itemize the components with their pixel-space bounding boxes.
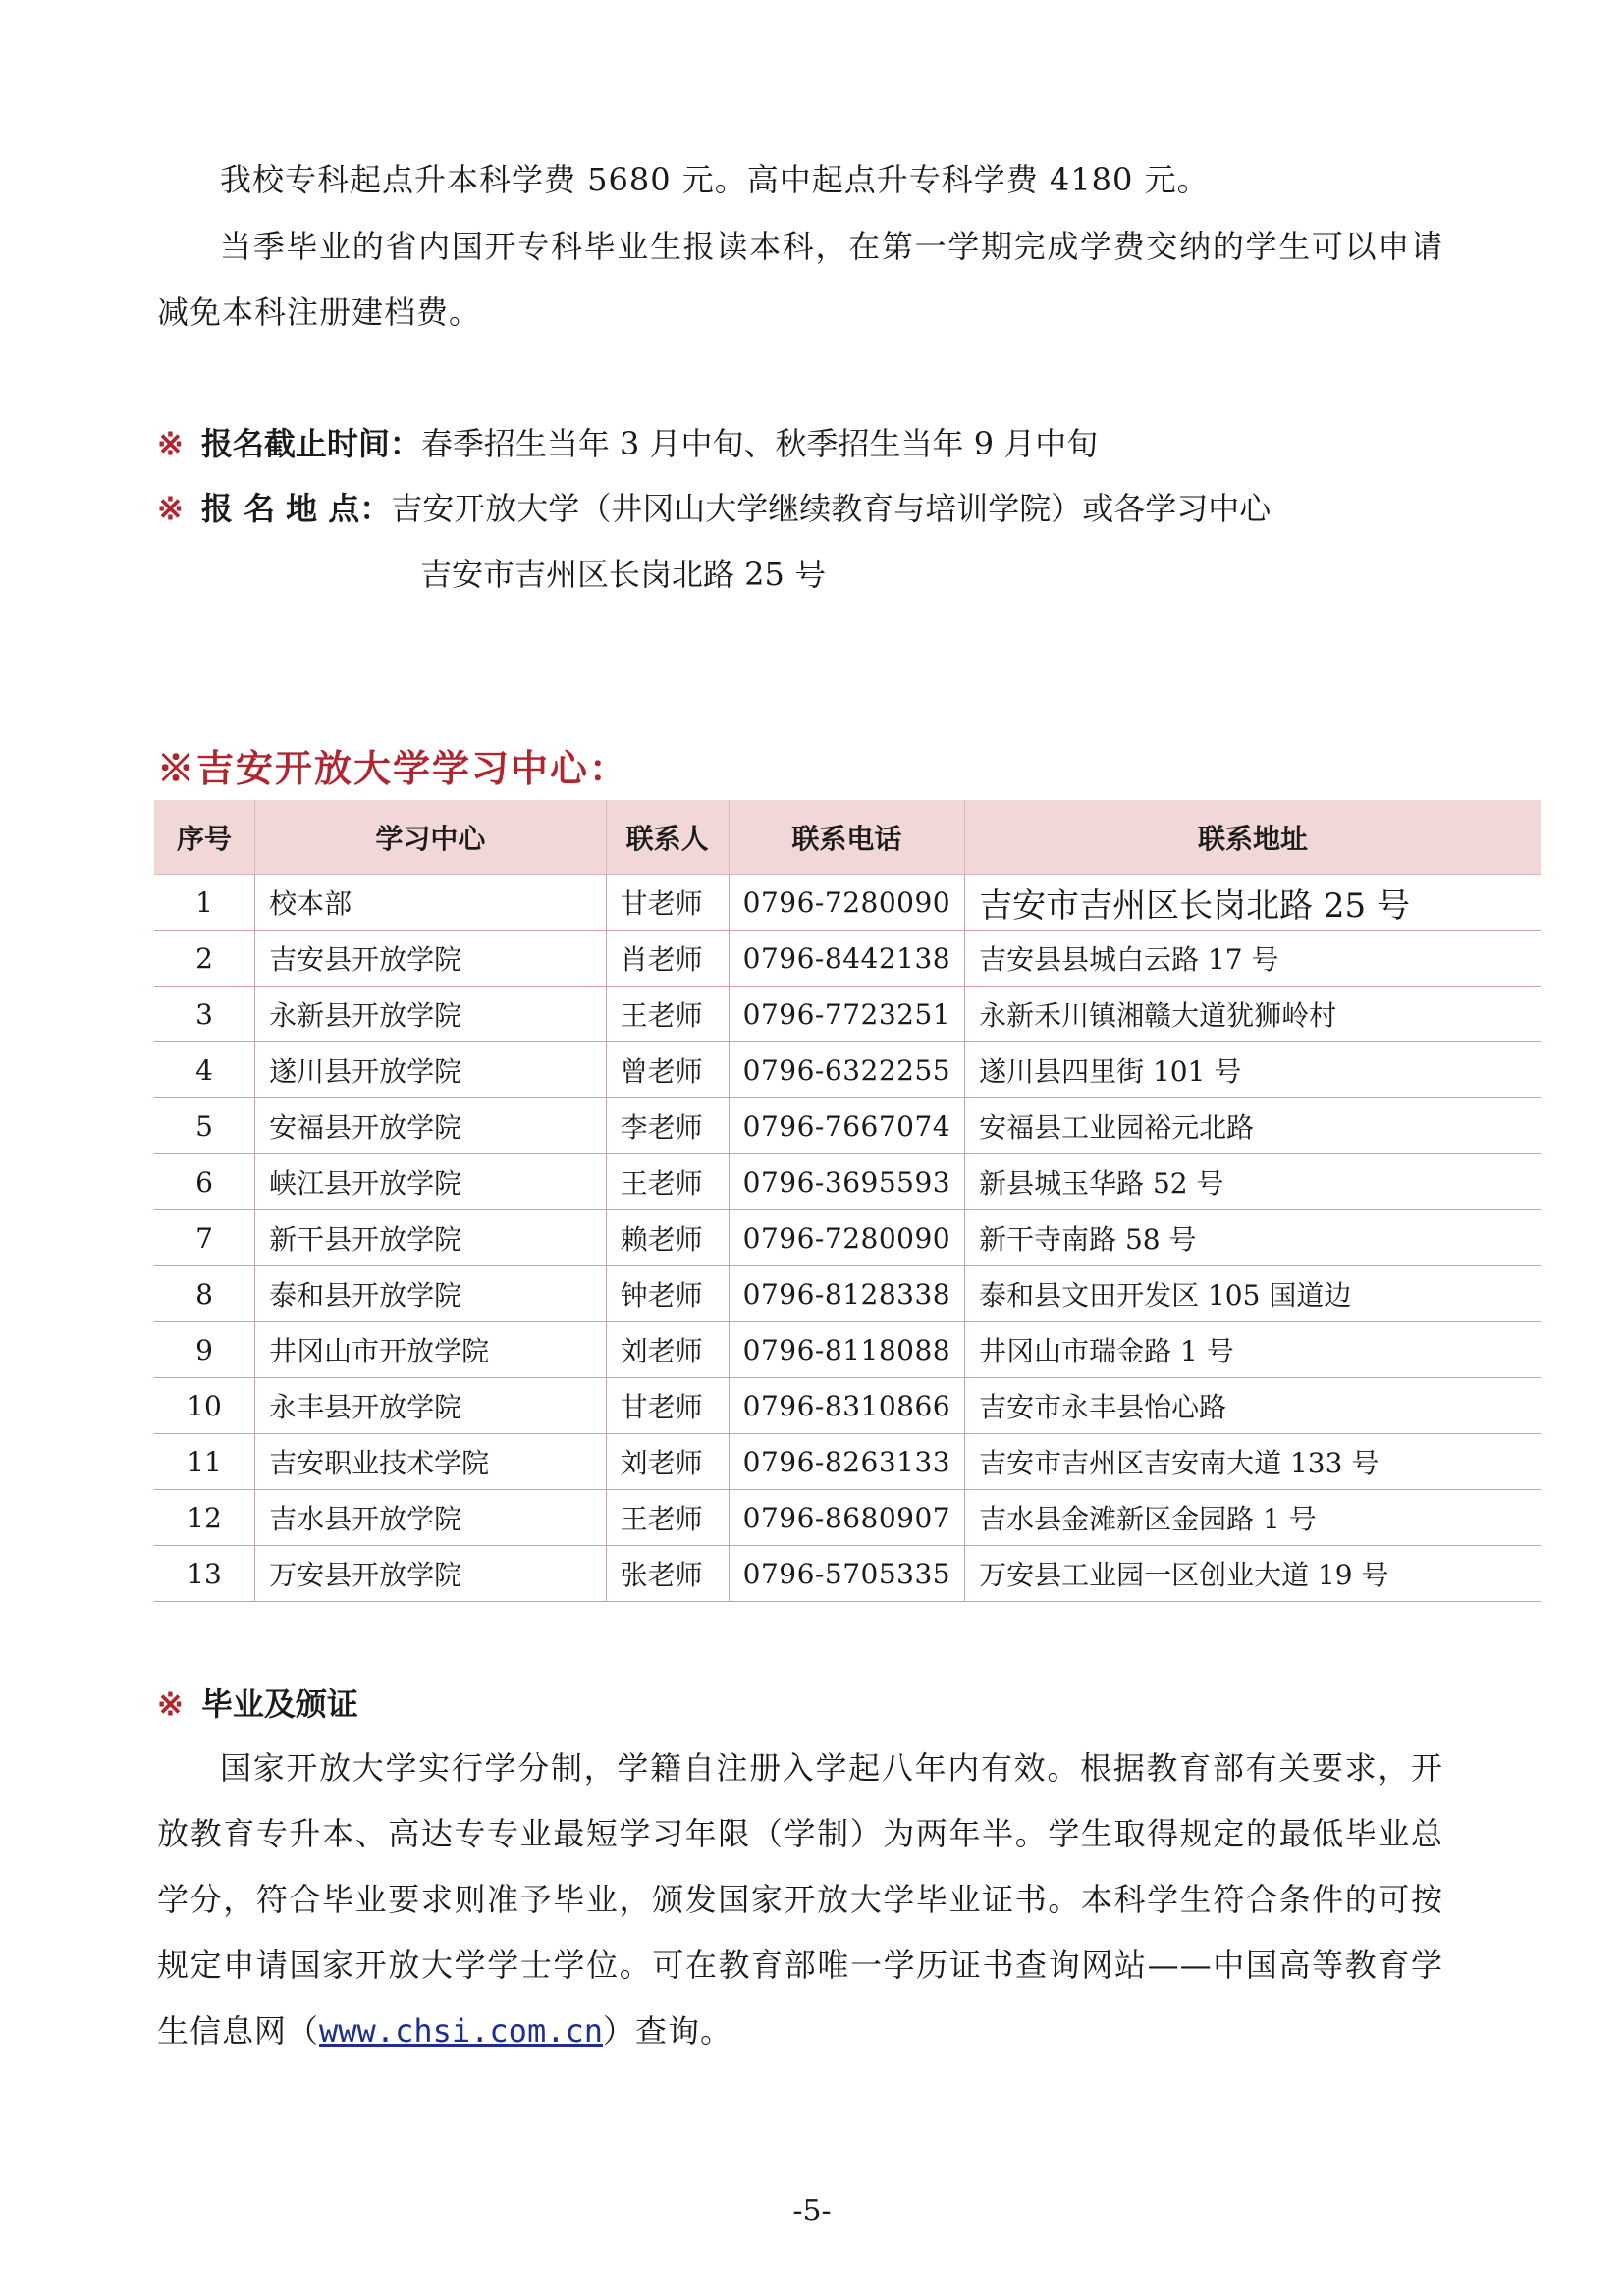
row-contact: 张老师	[606, 1546, 729, 1602]
row-center: 峡江县开放学院	[255, 1154, 607, 1210]
row-address: 吉安市吉州区长岗北路 25 号	[965, 875, 1541, 931]
location-note	[157, 489, 1271, 528]
row-no: 10	[154, 1378, 255, 1434]
table-row	[154, 1042, 1541, 1098]
table-row	[154, 1322, 1541, 1378]
deadline-note	[157, 424, 1098, 463]
table-row	[154, 1098, 1541, 1154]
row-center: 校本部	[255, 875, 607, 931]
deadline-value: 春季招生当年 3 月中旬、秋季招生当年 9 月中旬	[420, 425, 1099, 462]
table-row	[154, 1266, 1541, 1322]
reference-mark-icon: ※	[157, 490, 184, 527]
row-center: 万安县开放学院	[255, 1546, 607, 1602]
row-address: 安福县工业园裕元北路	[965, 1098, 1541, 1154]
row-contact: 甘老师	[606, 1378, 729, 1434]
row-address: 井冈山市瑞金路 1 号	[965, 1322, 1541, 1378]
row-center: 井冈山市开放学院	[255, 1322, 607, 1378]
row-contact: 王老师	[606, 1154, 729, 1210]
graduation-text: 国家开放大学实行学分制，学籍自注册入学起八年内有效。根据教育部有关要求，开放教育专升本、高达专专业最短学习年限（学制）为两年半。学生取得规定的最低毕业总学分，符合毕业要求则准予毕业，颁发国家开放大学毕业证书。本科学生符合条件的可按规定申请国家开放大学学士学位。可在教育部唯一学历证书查询网站——中国高等教育学生信息网（	[157, 1749, 1443, 2050]
graduation-paragraph	[157, 1735, 1443, 2064]
row-center: 吉水县开放学院	[255, 1490, 607, 1546]
chsi-website-link[interactable]: www.chsi.com.cn	[319, 2012, 603, 2050]
row-no: 12	[154, 1490, 255, 1546]
row-contact: 肖老师	[606, 931, 729, 987]
row-address: 新县城玉华路 52 号	[965, 1154, 1541, 1210]
row-contact: 王老师	[606, 1490, 729, 1546]
row-no: 5	[154, 1098, 255, 1154]
table-row	[154, 1546, 1541, 1602]
graduation-title: 毕业及颁证	[200, 1685, 358, 1723]
row-address: 吉安市吉州区吉安南大道 133 号	[965, 1434, 1541, 1490]
row-contact: 李老师	[606, 1098, 729, 1154]
table-row	[154, 1490, 1541, 1546]
header-center: 学习中心	[255, 800, 607, 875]
table-header-row	[154, 800, 1541, 875]
header-address: 联系地址	[965, 800, 1541, 875]
graduation-heading	[157, 1684, 358, 1724]
row-contact: 甘老师	[606, 875, 729, 931]
row-address: 吉水县金滩新区金园路 1 号	[965, 1490, 1541, 1546]
row-contact: 赖老师	[606, 1210, 729, 1266]
deadline-label: 报名截止时间：	[200, 425, 421, 462]
row-center: 吉安县开放学院	[255, 931, 607, 987]
header-no: 序号	[154, 800, 255, 875]
row-center: 吉安职业技术学院	[255, 1434, 607, 1490]
study-centers-heading: ※吉安开放大学学习中心：	[157, 746, 629, 790]
header-phone: 联系电话	[729, 800, 964, 875]
row-contact: 曾老师	[606, 1042, 729, 1098]
row-phone: 0796-8118088	[729, 1322, 964, 1378]
row-center: 安福县开放学院	[255, 1098, 607, 1154]
location-label: 报 名 地 点：	[200, 490, 392, 527]
row-contact: 王老师	[606, 987, 729, 1042]
row-no: 4	[154, 1042, 255, 1098]
row-contact: 刘老师	[606, 1322, 729, 1378]
row-address: 吉安市永丰县怡心路	[965, 1378, 1541, 1434]
row-no: 8	[154, 1266, 255, 1322]
location-value: 吉安开放大学（井冈山大学继续教育与培训学院）或各学习中心	[391, 490, 1272, 527]
row-phone: 0796-7667074	[729, 1098, 964, 1154]
row-phone: 0796-5705335	[729, 1546, 964, 1602]
row-no: 1	[154, 875, 255, 931]
tuition-fee-line: 我校专科起点升本科学费 5680 元。高中起点升专科学费 4180 元。	[220, 161, 1210, 198]
row-center: 永新县开放学院	[255, 987, 607, 1042]
location-address: 吉安市吉州区长岗北路 25 号	[420, 556, 827, 593]
row-phone: 0796-8263133	[729, 1434, 964, 1490]
table-row	[154, 1378, 1541, 1434]
row-center: 永丰县开放学院	[255, 1378, 607, 1434]
row-address: 遂川县四里街 101 号	[965, 1042, 1541, 1098]
row-address: 新干寺南路 58 号	[965, 1210, 1541, 1266]
table-row	[154, 1210, 1541, 1266]
row-contact: 刘老师	[606, 1434, 729, 1490]
row-no: 6	[154, 1154, 255, 1210]
row-no: 13	[154, 1546, 255, 1602]
row-no: 2	[154, 931, 255, 987]
table-row	[154, 931, 1541, 987]
row-address: 吉安县县城白云路 17 号	[965, 931, 1541, 987]
row-no: 3	[154, 987, 255, 1042]
table-row	[154, 1154, 1541, 1210]
page-number: -5-	[792, 2194, 832, 2228]
row-no: 11	[154, 1434, 255, 1490]
row-address: 万安县工业园一区创业大道 19 号	[965, 1546, 1541, 1602]
table-row	[154, 987, 1541, 1042]
row-phone: 0796-7280090	[729, 875, 964, 931]
row-center: 泰和县开放学院	[255, 1266, 607, 1322]
row-contact: 钟老师	[606, 1266, 729, 1322]
header-contact: 联系人	[606, 800, 729, 875]
row-phone: 0796-6322255	[729, 1042, 964, 1098]
table-row	[154, 1434, 1541, 1490]
row-phone: 0796-7723251	[729, 987, 964, 1042]
reference-mark-icon: ※	[157, 1685, 184, 1723]
table-row	[154, 875, 1541, 931]
study-centers-table	[154, 800, 1541, 1602]
row-phone: 0796-8310866	[729, 1378, 964, 1434]
row-no: 7	[154, 1210, 255, 1266]
reference-mark-icon: ※	[157, 425, 184, 462]
row-center: 遂川县开放学院	[255, 1042, 607, 1098]
row-phone: 0796-7280090	[729, 1210, 964, 1266]
row-phone: 0796-8128338	[729, 1266, 964, 1322]
row-address: 永新禾川镇湘赣大道犹狮岭村	[965, 987, 1541, 1042]
graduation-text-end: ）查询。	[603, 2012, 733, 2050]
row-phone: 0796-3695593	[729, 1154, 964, 1210]
row-address: 泰和县文田开发区 105 国道边	[965, 1266, 1541, 1322]
row-phone: 0796-8442138	[729, 931, 964, 987]
row-phone: 0796-8680907	[729, 1490, 964, 1546]
row-no: 9	[154, 1322, 255, 1378]
fee-waiver-paragraph: 当季毕业的省内国开专科毕业生报读本科，在第一学期完成学费交纳的学生可以申请减免本科注册建档费。	[157, 228, 1443, 331]
row-center: 新干县开放学院	[255, 1210, 607, 1266]
